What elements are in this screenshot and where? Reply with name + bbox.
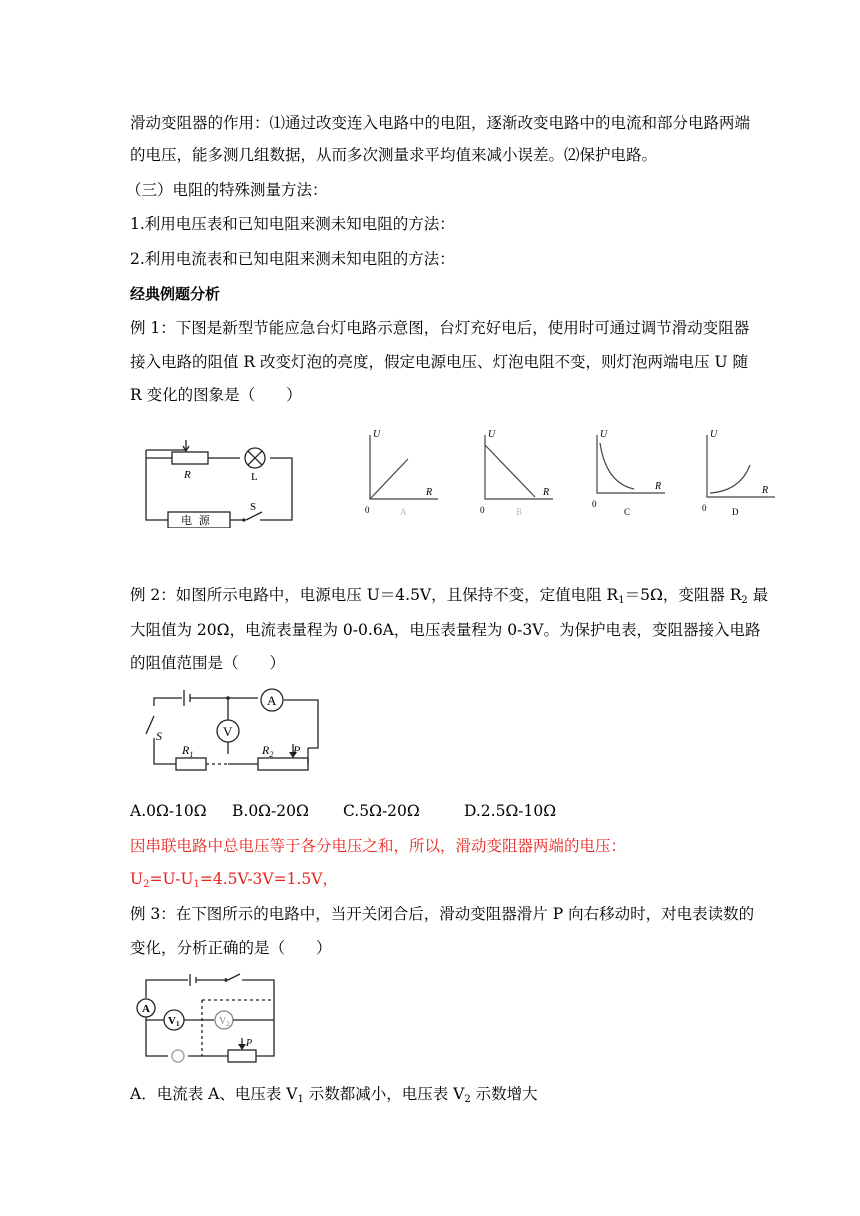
graphC-y-axis: U (600, 429, 608, 440)
example3-line1: 例 3：在下图所示的电路中，当开关闭合后，滑动变阻器滑片 P 向右移动时，对电表读数的 (130, 905, 755, 923)
example2-option-c: C.5Ω-20Ω (343, 802, 420, 820)
graphA-x-axis: R (426, 487, 433, 498)
graphD-x-axis: R (762, 485, 769, 496)
graphD-letter: D (732, 507, 739, 517)
circuit1-r-label: R (184, 469, 191, 481)
circuit3-p-label: P (246, 1038, 253, 1049)
circuit2-v-label: V (223, 724, 233, 739)
heading-classic-examples: 经典例题分析 (130, 285, 221, 303)
graphB-origin: 0 (480, 505, 485, 515)
graphB-x-axis: R (543, 487, 550, 498)
circuit1-source-label: 电 源 (181, 515, 212, 527)
section-special-methods: （三）电阻的特殊测量方法： (126, 181, 328, 199)
graphA-letter: A (400, 507, 407, 517)
paragraph-rheostat-line1: 滑动变阻器的作用：⑴通过改变连入电路中的电阻，逐渐改变电路中的电流和部分电路两端 (130, 114, 751, 132)
circuit2-a-label: A (267, 693, 277, 708)
circuit2-s-label: S (156, 729, 162, 743)
example2-circuit-diagram (138, 688, 324, 772)
example2-line1: 例 2：如图所示电路中，电源电压 U＝4.5V，且保持不变，定值电阻 $R_1=5\Omega$，变阻器 $R_2$ 最 (130, 586, 769, 606)
example1-circuit-diagram (138, 432, 300, 528)
circuit1-s-label: S (250, 501, 257, 513)
example2-answer-line1: 因串联电路中总电压等于各分电压之和，所以，滑动变阻器两端的电压： (130, 837, 627, 855)
graphC-x-axis: R (655, 481, 662, 492)
circuit2-p-label: P (293, 743, 301, 757)
circuit3-v2-label: $V_2$ (219, 1016, 230, 1028)
graphD-origin: 0 (702, 503, 707, 513)
example1-line1: 例 1：下图是新型节能应急台灯电路示意图，台灯充好电后，使用时可通过调节滑动变阻器 (130, 319, 750, 337)
circuit2-r2-label: $R_2$ (262, 743, 274, 759)
graphD-y-axis: U (710, 429, 718, 440)
example2-option-b: B.0Ω-20Ω (232, 802, 309, 820)
example3-line2: 变化，分析正确的是（ ） (130, 939, 332, 957)
example2-option-a: A.0Ω-10Ω (130, 802, 207, 820)
paragraph-rheostat-line2: 的电压，能多测几组数据，从而多次测量求平均值来减小误差。⑵保护电路。 (130, 146, 658, 164)
example1-line2: 接入电路的阻值 R 改变灯泡的亮度，假定电源电压、灯泡电阻不变，则灯泡两端电压 U 随 (130, 353, 748, 371)
example2-option-d: D.2.5Ω-10Ω (464, 802, 557, 820)
circuit3-a-label: A (142, 1003, 150, 1015)
example3-option-a: A．电流表 A、电压表 $V_1$ 示数都减小，电压表 $V_2$ 示数增大 (130, 1085, 538, 1105)
graphB-y-axis: U (488, 429, 496, 440)
method-2: 2.利用电流表和已知电阻来测未知电阻的方法： (130, 250, 455, 268)
method-1: 1.利用电压表和已知电阻来测未知电阻的方法： (130, 215, 455, 233)
example2-line2: 大阻值为 20Ω，电流表量程为 0-0.6A，电压表量程为 0-3V。为保护电表，变阻器接入电路 (130, 621, 761, 639)
example2-line3: 的阻值范围是（ ） (130, 654, 286, 672)
graphA-origin: 0 (365, 505, 370, 515)
graphA-y-axis: U (373, 429, 381, 440)
example1-graph-options (360, 425, 790, 520)
graphC-letter: C (624, 507, 631, 517)
graphC-origin: 0 (592, 499, 597, 509)
graphB-letter: B (516, 507, 523, 517)
circuit2-r1-label: $R_1$ (182, 743, 194, 759)
example1-line3: R 变化的图象是（ ） (130, 386, 302, 404)
circuit3-v1-label: V1 (168, 1015, 180, 1028)
example2-answer-line2: $U_2=U-U_1=4.5V-3V=1.5V$， (130, 870, 338, 890)
circuit1-l-label: L (251, 471, 258, 483)
example3-circuit-diagram (132, 970, 292, 1066)
